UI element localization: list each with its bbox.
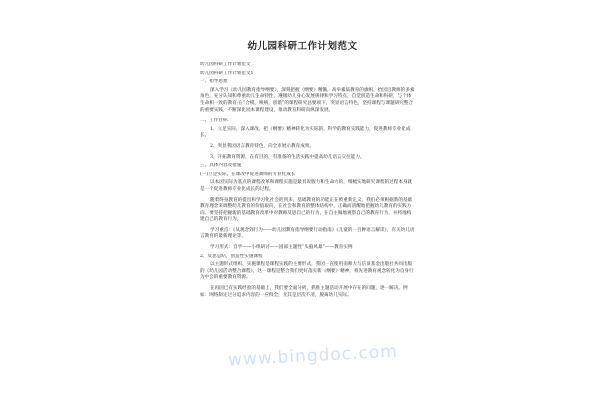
document-title: 幼儿园科研工作计划范文: [247, 41, 358, 52]
document-subtitle: 幼儿园科研工作计划范文: [200, 62, 251, 67]
paragraph-study-focus: 学习重点：《从观念到行为——幼儿园教育指导纲要行动指南》《儿童的一百种语言解读》，有关幼儿语言教育的最新理论等。: [200, 227, 415, 240]
paragraph-guiding-principle: 深入学习《幼儿园教育指导纲要》，深刻把握《纲要》精髓，高举素质教育的旗帜，抬园目教师的多素角色，充分认知和尊重幼儿生命特性，遵循幼儿身心发展规律和学习特点，自觉创造生命和科研，与个体生命相一致的教育;在“合模，唤响，创新”的课程研究总要项下，突显语言特色，坚持课程与课题研究整合的重要实践，不断深化园本课程建设，推动教育科研向纵深发展。: [200, 87, 415, 113]
heading-work-goals: 二、工作目标: [200, 118, 228, 124]
section-heading: 幼儿园科研工作计划范文1: [200, 70, 254, 76]
subheading-professional-growth: (一)立足实际，在课改中促进教师的专业化成长: [200, 171, 296, 177]
paragraph-curriculum-reform: 以本园实际为基点的课程改革和课程实施是最具说服力和生命力的，细梳实地研究课程的过程本身就是一个促进教师专业化成长的过程。: [200, 180, 413, 192]
paragraph-lifelong-education: 随着终身教育的提出和学习化社会的到来，基础教育的功能正在被重新定义，我们必须根据新的基础教育理念来调整幼儿教育的价值取向，在社会和教育的整体结构中，正确而清醒地把握幼儿教育的实践方向。要坚持把握新的基础教育改革中对教师反思自己的行为，在自主做地观察自己的教育行为，并将地构建自己的教育行为。: [200, 197, 413, 223]
heading-measures: 三、具体内容及措施: [200, 163, 242, 169]
heading-guiding-principle: 一、指导思想: [200, 79, 228, 85]
goal-2: 2、突显我园语言教育特色，向全市展示教育成果。: [210, 143, 314, 149]
subheading-reflection: 2、反思总结，创造性实施课程: [200, 253, 263, 259]
goal-3: 3、开拓教育资源，在有目的、有准备的生活实践中提高幼儿语言交往能力。: [210, 154, 365, 160]
paragraph-theme-curriculum: 以主题形式组织、实施课程是课程实践的主要形式，我园一直使用南师大与信谊基金出版社共同出版的《幼儿园活动整合课程》，这一课程是整合我们更好落实新《纲要》精神，将先进教育观念转化为自身行为中会的重要教育资源。: [200, 262, 414, 281]
document-body: [190, 38, 415, 299]
paragraph-problem-solving: 在再固已有实践经验的基础上，我们要全面分析，抓推主题活动开展中存在的问题，逐一解决。例如：网络制定过分追求内容的一应俱全，尤其是层次不清，脱离幼儿实际。: [200, 286, 408, 298]
goal-1: 1、立足实际，深入课改，把《纲要》精神转化为实际的、科学的教育实践能力，促进教师专业化成长。: [200, 126, 411, 139]
paragraph-study-form: 学习形式：自学——小组研讨——园部主题性“头脑风暴”——教育实例: [210, 245, 353, 251]
watermark-text: www.bingdoc.com: [227, 341, 399, 371]
